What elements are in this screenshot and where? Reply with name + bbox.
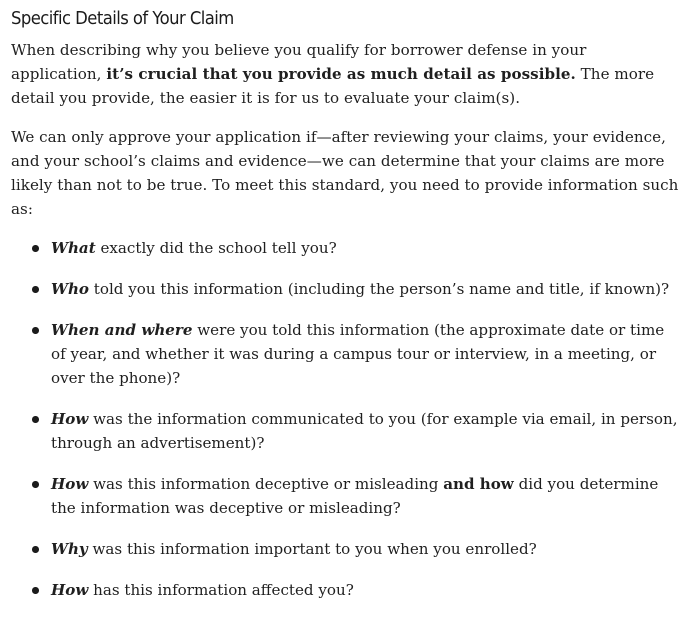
question-text: exactly did the school tell you? <box>95 239 337 257</box>
question-lead: How <box>51 475 89 493</box>
list-item-what <box>11 236 679 260</box>
question-lead: When and where <box>51 321 193 339</box>
list-item-when-where <box>11 318 679 390</box>
question-text: was the information communicated to you (for example via email, in person, through an advertisement)? <box>51 410 678 452</box>
bullet-icon <box>32 327 39 334</box>
question-text-continued: did you determine the information was deceptive or misleading? <box>51 475 659 517</box>
bullet-icon <box>32 587 39 594</box>
intro-emphasis: it’s crucial that you provide as much detail as possible. <box>106 65 576 83</box>
question-lead: Who <box>51 280 89 298</box>
list-item-who <box>11 277 679 301</box>
question-text: has this information affected you? <box>88 581 354 599</box>
claim-details-section <box>11 7 679 619</box>
list-item-how-affected <box>11 578 679 602</box>
question-text: told you this information (including the person’s name and title, if known)? <box>89 280 670 298</box>
standard-paragraph: We can only approve your application if—after reviewing your claims, your evidence, and your school’s claims and evidence—we can determine that your claims are more likely than not to be true. To meet this standard, you need to provide information such as: <box>11 128 679 218</box>
intro-text-end: The more detail you provide, the easier it is for us to evaluate your claim(s). <box>11 65 655 107</box>
question-text: was this information important to you when you enrolled? <box>87 540 537 558</box>
question-lead: Why <box>51 540 88 558</box>
bullet-icon <box>32 416 39 423</box>
question-lead: How <box>51 581 89 599</box>
bullet-icon <box>32 286 39 293</box>
question-lead: What <box>51 239 96 257</box>
intro-paragraph <box>11 38 679 110</box>
question-text: were you told this information (the approximate date or time of year, and whether it was during a campus tour or interview, in a meeting, or over the phone)? <box>51 321 665 387</box>
bullet-icon <box>32 481 39 488</box>
question-list <box>11 236 679 602</box>
list-item-how-communicated <box>11 407 679 455</box>
list-item-how-deceptive <box>11 472 679 520</box>
bullet-icon <box>32 546 39 553</box>
section-heading: Specific Details of Your Claim <box>11 9 234 29</box>
question-bold-phrase: and how <box>443 475 514 493</box>
intro-text-start: When describing why you believe you qualify for borrower defense in your application, <box>11 41 587 83</box>
bullet-icon <box>32 245 39 252</box>
question-text: was this information deceptive or misleading <box>88 475 444 493</box>
list-item-why <box>11 537 679 561</box>
question-lead: How <box>51 410 89 428</box>
